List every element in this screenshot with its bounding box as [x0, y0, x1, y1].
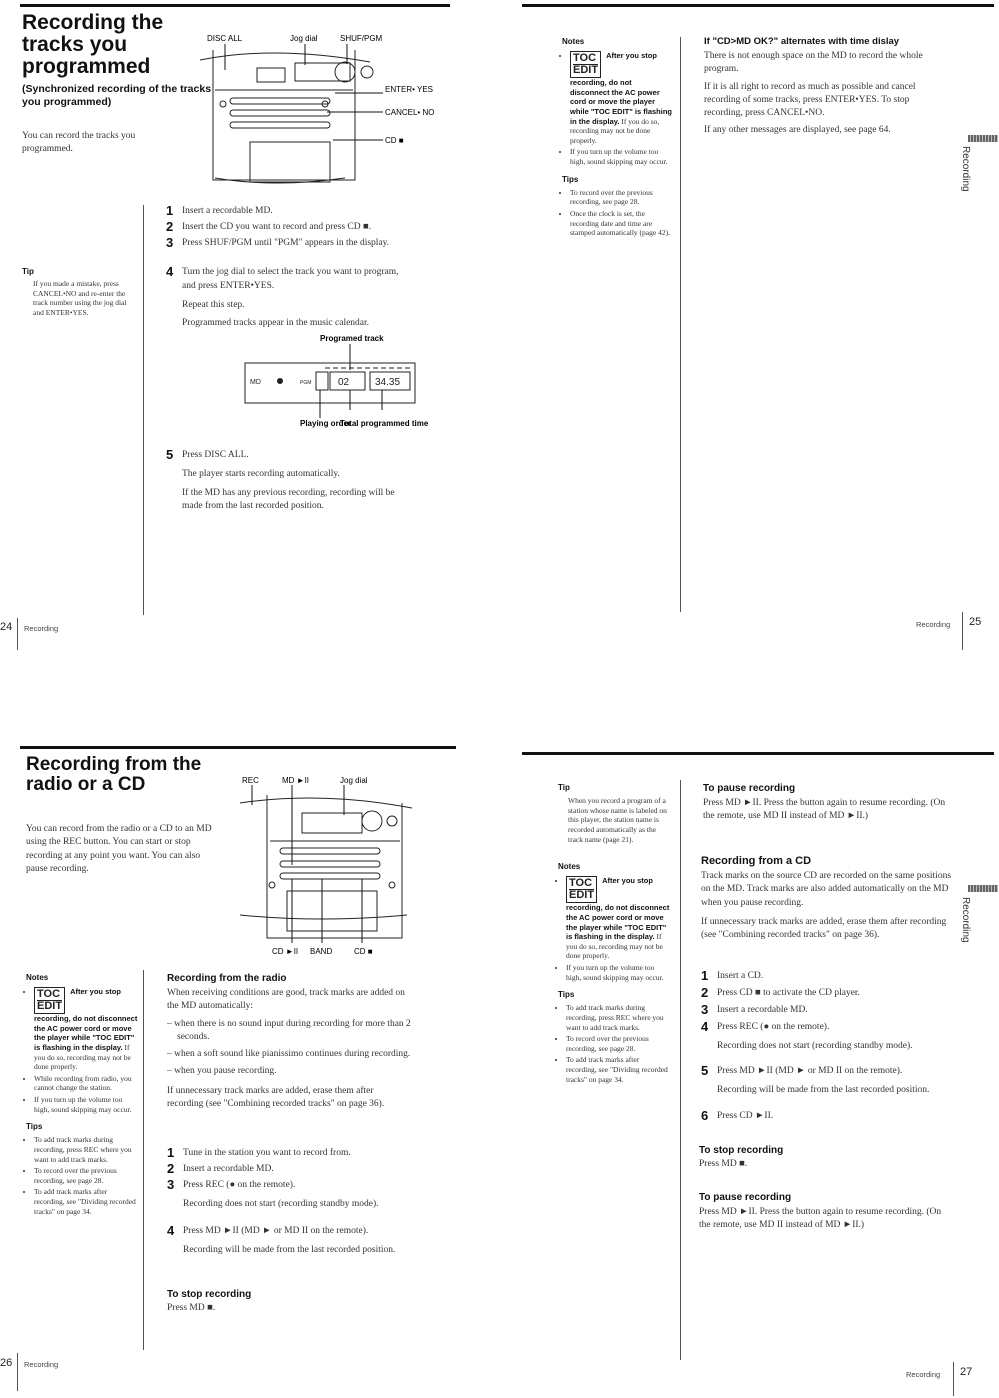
- page-number: 27: [960, 1366, 973, 1378]
- header-rule: [20, 746, 456, 749]
- step-4-note: Recording will be made from the last recorded position.: [183, 1244, 396, 1255]
- step-4-text: Turn the jog dial to select the track you want to program, and press ENTER•YES.: [182, 267, 399, 291]
- step-4-text: Press REC (● on the remote).: [717, 1022, 830, 1032]
- step-4-text: Press MD ►II (MD ► or MD II on the remote).: [183, 1226, 369, 1236]
- note-1-bold: After you stop recording, do not disconnect the AC power cord or move the player while "TOC EDIT" is flashing in the display.: [34, 987, 138, 1053]
- tip-3: • To add track marks after recording, see "Dividing recorded tracks" on page 34.: [566, 1055, 670, 1084]
- step-1-text: Insert a CD.: [717, 971, 764, 981]
- note-1-text: If you do so, recording may not be done properly.: [34, 1043, 131, 1072]
- device-diagram: [195, 30, 435, 190]
- radio-p2: If unnecessary track marks are added, erase them after recording (see "Combining recorded tracks" on page 36).: [167, 1085, 385, 1110]
- footer-section: Recording: [24, 1360, 59, 1369]
- note-1-bold: After you stop recording, do not disconnect the AC power cord or move the player while "TOC EDIT" is flashing in the display.: [566, 876, 670, 942]
- margin-rule: [680, 37, 681, 612]
- step-5: 5 Press MD ►II (MD ► or MD II on the remote). Recording will be made from the last recorded position.: [717, 1065, 947, 1098]
- step-3: 3 Press REC (● on the remote). Recording does not start (recording standby mode).: [183, 1179, 408, 1212]
- step-1-text: Insert a recordable MD.: [182, 206, 273, 216]
- section-tab: Recording: [960, 146, 971, 192]
- alternate-p2: If it is all right to record as much as possible and cancel recording of some tracks, press ENTER•YES. To stop recording, press CANCEL•NO.: [704, 81, 916, 119]
- notes-block: [562, 37, 672, 240]
- tip-3: • To add track marks after recording, see "Dividing recorded tracks" on page 34.: [34, 1187, 138, 1216]
- step-6-text: Press CD ►II.: [717, 1111, 774, 1121]
- tip-heading: Tip: [22, 267, 34, 276]
- step-3: 3 Insert a recordable MD.: [717, 1004, 947, 1018]
- notes-heading: Notes: [558, 862, 581, 872]
- note-1-text: If you do so, recording may not be done properly.: [566, 932, 663, 961]
- step-1: 1 Insert a CD.: [717, 970, 947, 984]
- radio-d3: – when you pause recording.: [167, 1066, 277, 1077]
- cd-section: [701, 855, 951, 942]
- step-2-text: Insert the CD you want to record and press CD ■.: [182, 222, 372, 232]
- tip-text: If you made a mistake, press CANCEL•NO and re-enter the track number using the jog dial and ENTER•YES.: [33, 279, 127, 317]
- cd-p2: If unnecessary track marks are added, erase them after recording (see "Combining recorded tracks" on page 36).: [701, 916, 947, 941]
- radio-section: [167, 973, 412, 1111]
- section-tab: Recording: [960, 897, 971, 943]
- step-5-text: Press MD ►II (MD ► or MD II on the remote).: [717, 1066, 903, 1076]
- label-cd-stop: CD ■: [385, 136, 404, 145]
- tip-1: • To add track marks during recording, press REC where you want to add track marks.: [566, 1003, 670, 1032]
- pause-section-1: [703, 783, 948, 824]
- step-3-text: Press SHUF/PGM until "PGM" appears in the display.: [182, 238, 390, 248]
- tips-heading: Tips: [558, 990, 575, 1000]
- label-cd-stop: CD ■: [354, 947, 373, 956]
- left-column: [558, 783, 670, 1086]
- label-jog-dial: Jog dial: [290, 34, 318, 43]
- stop-heading: To stop recording: [167, 1289, 252, 1300]
- alternate-p3: If any other messages are displayed, see page 64.: [704, 125, 891, 136]
- label-shuf-pgm: SHUF/PGM: [340, 34, 383, 43]
- intro-text: You can record from the radio or a CD to an MD using the REC button. You can start or stop recording at any point you want. You can also pause recording.: [26, 824, 212, 874]
- display-diagram: [230, 330, 440, 445]
- step-2-text: Insert a recordable MD.: [183, 1164, 274, 1174]
- stop-text: Press MD ■.: [699, 1159, 748, 1169]
- cd-p1: Track marks on the source CD are recorded on the same positions on the MD. Track marks are also added automatically on the MD when you pause recording.: [701, 871, 952, 908]
- tips-heading: Tips: [26, 1122, 43, 1132]
- step-2-text: Press CD ■ to activate the CD player.: [717, 988, 860, 998]
- page-number: 25: [969, 616, 982, 628]
- header-rule: [522, 4, 994, 7]
- step-3-text: Insert a recordable MD.: [717, 1005, 808, 1015]
- step-4: 4 Press REC (● on the remote). Recording does not start (recording standby mode).: [717, 1021, 942, 1054]
- step-1: 1 Tune in the station you want to record from.: [183, 1147, 413, 1161]
- pause-section-2: [699, 1192, 949, 1233]
- toc-edit-icon: • TOC EDIT: [34, 987, 65, 1014]
- toc-edit-icon: • TOC EDIT: [570, 51, 601, 78]
- readout-track: 02: [338, 377, 350, 388]
- step-3-note: Recording does not start (recording standby mode).: [183, 1198, 379, 1209]
- radio-d2: – when a soft sound like pianissimo continues during recording.: [167, 1049, 411, 1060]
- alternate-message-section: [704, 36, 944, 138]
- note-1-bold: After you stop recording, do not disconnect the AC power cord or move the player while "TOC EDIT" is flashing in the display.: [570, 51, 672, 126]
- readout-time: 34.35: [375, 377, 401, 388]
- margin-rule: [143, 205, 144, 615]
- tip-text: When you record a program of a station whose name is labeled on this player, the station name is recorded automatically as the track name (page 21).: [568, 796, 667, 844]
- alternate-p1: There is not enough space on the MD to record the whole program.: [704, 51, 923, 75]
- label-rec: REC: [242, 776, 259, 785]
- step-2: 2 Insert the CD you want to record and press CD ■.: [182, 221, 417, 235]
- step-6: 6 Press CD ►II.: [717, 1110, 947, 1124]
- note-2: • If you turn up the volume too high, sound skipping may occur.: [570, 147, 672, 166]
- radio-d1: – when there is no sound input during recording for more than 2 seconds.: [167, 1018, 411, 1042]
- note-3: • If you turn up the volume too high, sound skipping may occur.: [34, 1095, 138, 1114]
- step-3-text: Press REC (● on the remote).: [183, 1180, 296, 1190]
- label-disc-all: DISC ALL: [207, 34, 243, 43]
- label-band: BAND: [310, 947, 333, 956]
- footer-section: Recording: [916, 620, 951, 629]
- section-tab-bar: [968, 885, 998, 892]
- label-cancel-no: CANCEL• NO: [385, 108, 435, 117]
- step-5-text: Press DISC ALL.: [182, 450, 249, 460]
- notes-block: [26, 973, 138, 1218]
- label-programed-track: Programed track: [320, 334, 384, 343]
- margin-rule: [143, 970, 144, 1350]
- tip-1: • To record over the previous recording, see page 28.: [570, 188, 672, 207]
- step-2: 2 Press CD ■ to activate the CD player.: [717, 987, 947, 1001]
- tip-2: • To record over the previous recording, see page 28.: [34, 1166, 138, 1185]
- footer-section: Recording: [24, 624, 59, 633]
- stop-text: Press MD ■.: [167, 1303, 216, 1313]
- radio-p1: When receiving conditions are good, track marks are added on the MD automatically:: [167, 988, 405, 1012]
- notes-heading: Notes: [562, 37, 585, 46]
- step-5-result: The player starts recording automatically.: [182, 468, 340, 479]
- pause-text-2: Press MD ►II. Press the button again to resume recording. (On the remote, use MD II instead of MD ►II.): [699, 1207, 942, 1231]
- step-4: 4 Press MD ►II (MD ► or MD II on the remote). Recording will be made from the last recorded position.: [183, 1225, 413, 1258]
- label-enter-yes: ENTER• YES: [385, 85, 433, 94]
- tip-1: • To add track marks during recording, press REC where you want to add track marks.: [34, 1135, 138, 1164]
- pause-heading-2: To pause recording: [699, 1192, 792, 1203]
- note-2: • If you turn up the volume too high, sound skipping may occur.: [566, 963, 670, 982]
- toc-edit-icon: • TOC EDIT: [566, 876, 597, 903]
- step-1-text: Tune in the station you want to record from.: [183, 1148, 351, 1158]
- margin-rule: [680, 780, 681, 1360]
- label-total-programmed-time: Total programmed time: [340, 419, 429, 428]
- pause-heading-1: To pause recording: [703, 783, 796, 794]
- radio-heading: Recording from the radio: [167, 973, 287, 984]
- page-title: Recording the tracks you programmed: [22, 11, 164, 79]
- footer-tick: [962, 612, 963, 650]
- step-4: 4 Turn the jog dial to select the track you want to program, and press ENTER•YES. Repeat this step. Programmed tracks appear in the music calendar.: [182, 266, 407, 331]
- label-jog-dial: Jog dial: [340, 776, 368, 785]
- alternate-heading: If "CD>MD OK?" alternates with time dislay: [704, 36, 900, 47]
- tip-heading: Tip: [558, 783, 570, 792]
- label-md-play: MD ►II: [282, 776, 310, 785]
- step-5-note: If the MD has any previous recording, recording will be made from the last recorded position.: [182, 487, 395, 512]
- label-pgm: PGM: [300, 380, 312, 386]
- notes-heading: Notes: [26, 973, 49, 982]
- footer-section: Recording: [906, 1370, 941, 1379]
- step-4-note: Programmed tracks appear in the music calendar.: [182, 318, 370, 329]
- tip-2: • To record over the previous recording, see page 28.: [566, 1034, 670, 1053]
- step-2: 2 Insert a recordable MD.: [183, 1163, 413, 1177]
- page-number: 26: [0, 1357, 13, 1369]
- footer-tick: [17, 618, 18, 650]
- tip-2: • Once the clock is set, the recording date and time are stamped automatically (page 42).: [570, 209, 672, 238]
- cd-heading: Recording from a CD: [701, 855, 812, 867]
- step-5: 5 Press DISC ALL. The player starts recording automatically. If the MD has any previous recording, recording will be made from the last recorded position.: [182, 449, 410, 514]
- step-1: 1 Insert a recordable MD.: [182, 205, 417, 219]
- label-playing-order: Playing order: [300, 419, 352, 428]
- device-diagram: [232, 773, 457, 958]
- step-4-repeat: Repeat this step.: [182, 299, 245, 310]
- page-number: 24: [0, 621, 13, 633]
- label-cd-play: CD ►II: [272, 947, 299, 956]
- note-2: • While recording from radio, you cannot change the station.: [34, 1074, 138, 1093]
- header-rule: [20, 4, 450, 7]
- intro-text: You can record the tracks you programmed.: [22, 131, 136, 155]
- step-4-note: Recording does not start (recording standby mode).: [717, 1040, 913, 1051]
- section-tab-bar: [968, 135, 998, 142]
- step-5-note: Recording will be made from the last recorded position.: [717, 1084, 930, 1095]
- pause-text-1: Press MD ►II. Press the button again to resume recording. (On the remote, use MD II instead of MD ►II.): [703, 798, 946, 822]
- header-rule: [522, 752, 994, 755]
- step-3: 3 Press SHUF/PGM until "PGM" appears in the display.: [182, 237, 402, 251]
- footer-tick: [17, 1353, 18, 1391]
- label-md: MD: [250, 379, 261, 386]
- page-subtitle: (Synchronized recording of the tracks you programmed): [22, 83, 212, 108]
- footer-tick: [953, 1362, 954, 1396]
- page-title: Recording from the radio or a CD: [26, 754, 202, 795]
- note-1-text: If you do so, recording may not be done properly.: [570, 116, 660, 145]
- tips-heading: Tips: [562, 174, 579, 184]
- stop-heading: To stop recording: [699, 1145, 784, 1156]
